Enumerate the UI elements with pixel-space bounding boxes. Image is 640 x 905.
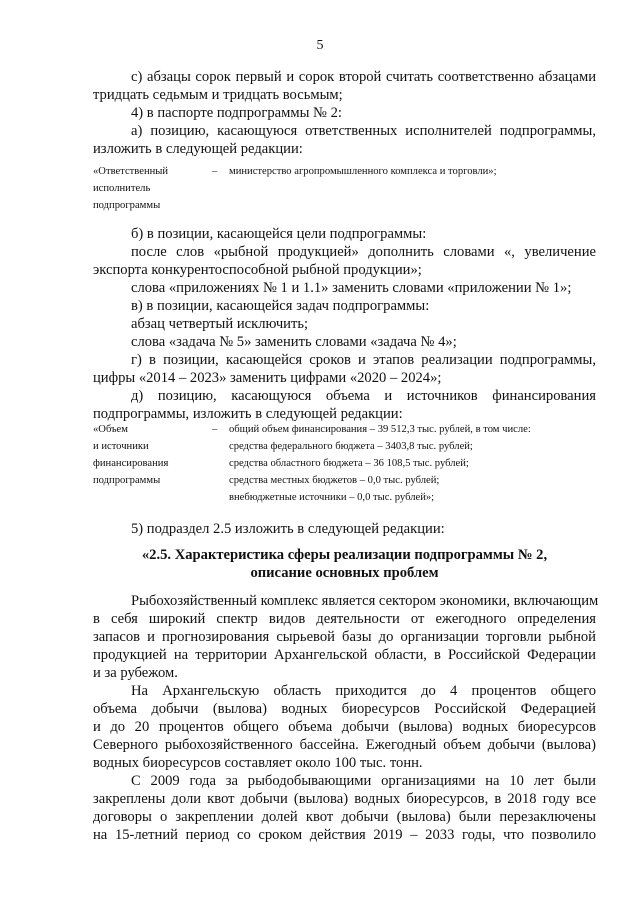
table-value-line: внебюджетные источники – 0,0 тыс. рублей»; [229, 492, 435, 503]
section-heading: описание основных проблем [250, 565, 439, 581]
table-value-line: средства местных бюджетов – 0,0 тыс. рублей; [229, 475, 440, 486]
text-line: на 15-летний период со сроком действия 2019 – 2033 годы, что позволило [93, 827, 596, 843]
text-line: слова «задача № 5» заменить словами «задача № 4»; [131, 334, 457, 350]
text-line: 4) в паспорте подпрограммы № 2: [131, 105, 342, 121]
text-line: а) позицию, касающуюся ответственных исполнителей подпрограммы, [131, 123, 596, 139]
table-label-line: финансирования [93, 458, 169, 469]
table-label-line: и источники [93, 441, 149, 452]
text-line: и за рубежом. [93, 665, 178, 681]
text-line: д) позицию, касающуюся объема и источников финансирования [131, 388, 596, 404]
table-value: министерство агропромышленного комплекса и торговли»; [229, 166, 497, 177]
text-line: г) в позиции, касающейся сроков и этапов реализации подпрограммы, [131, 352, 596, 368]
text-line: 5) подраздел 2.5 изложить в следующей редакции: [131, 521, 445, 537]
table-value-line: общий объем финансирования – 39 512,3 тыс. рублей, в том числе: [229, 424, 531, 435]
text-line: На Архангельскую область приходится до 4 процентов общего [131, 683, 596, 699]
table-label-line: подпрограммы [93, 475, 161, 486]
text-line: экспорта конкурентоспособной рыбной продукции»; [93, 262, 422, 278]
table-dash: – [212, 166, 218, 177]
table-value-line: средства федерального бюджета – 3403,8 тыс. рублей; [229, 441, 473, 452]
text-line: слова «приложениях № 1 и 1.1» заменить словами «приложении № 1»; [131, 280, 572, 296]
text-line: абзац четвертый исключить; [131, 316, 309, 332]
text-line: Северного рыбохозяйственного бассейна. Ежегодный объем добычи (вылова) [93, 737, 596, 753]
text-line: запасов и прогнозирования сырьевой базы до организации торговли рыбной [93, 629, 596, 645]
table-label-line: «Объем [93, 424, 128, 435]
text-line: цифры «2014 – 2023» заменить цифрами «2020 – 2024»; [93, 370, 442, 386]
text-line: объема добычи (вылова) водных биоресурсов Российской Федерацией [93, 701, 596, 717]
text-line: Рыбохозяйственный комплекс является сектором экономики, включающим [131, 593, 599, 609]
table-label-line: исполнитель [93, 183, 151, 194]
text-line: тридцать седьмым и тридцать восьмым; [93, 87, 343, 103]
text-line: договоры о закреплении долей квот добычи (вылова) были перезаключены [93, 809, 596, 825]
table-label-line: «Ответственный [93, 166, 169, 177]
text-line: после слов «рыбной продукцией» дополнить словами «, увеличение [131, 244, 596, 260]
page-number: 5 [316, 38, 324, 53]
table-dash: – [212, 424, 218, 435]
table-label-line: подпрограммы [93, 200, 161, 211]
text-line: с) абзацы сорок первый и сорок второй считать соответственно абзацами [131, 69, 596, 85]
text-line: водных биоресурсов составляет около 100 тыс. тонн. [93, 755, 423, 771]
text-line: в себя широкий спектр видов деятельности от ежегодного определения [93, 611, 596, 627]
text-line: и до 20 процентов общего объема добычи (вылова) водных биоресурсов [93, 719, 596, 735]
text-line: изложить в следующей редакции: [93, 141, 303, 157]
table-value-line: средства областного бюджета – 36 108,5 тыс. рублей; [229, 458, 469, 469]
text-line: подпрограммы, изложить в следующей редакции: [93, 406, 403, 422]
text-line: в) в позиции, касающейся задач подпрограммы: [131, 298, 430, 314]
text-line: продукцией на территории Архангельской области, в Российской Федерации [93, 647, 596, 663]
section-heading: «2.5. Характеристика сферы реализации подпрограммы № 2, [141, 547, 548, 563]
text-line: б) в позиции, касающейся цели подпрограммы: [131, 226, 427, 242]
text-line: С 2009 года за рыбодобывающими организациями на 10 лет были [131, 773, 596, 789]
text-line: закреплены доли квот добычи (вылова) водных биоресурсов, в 2018 году все [93, 791, 596, 807]
